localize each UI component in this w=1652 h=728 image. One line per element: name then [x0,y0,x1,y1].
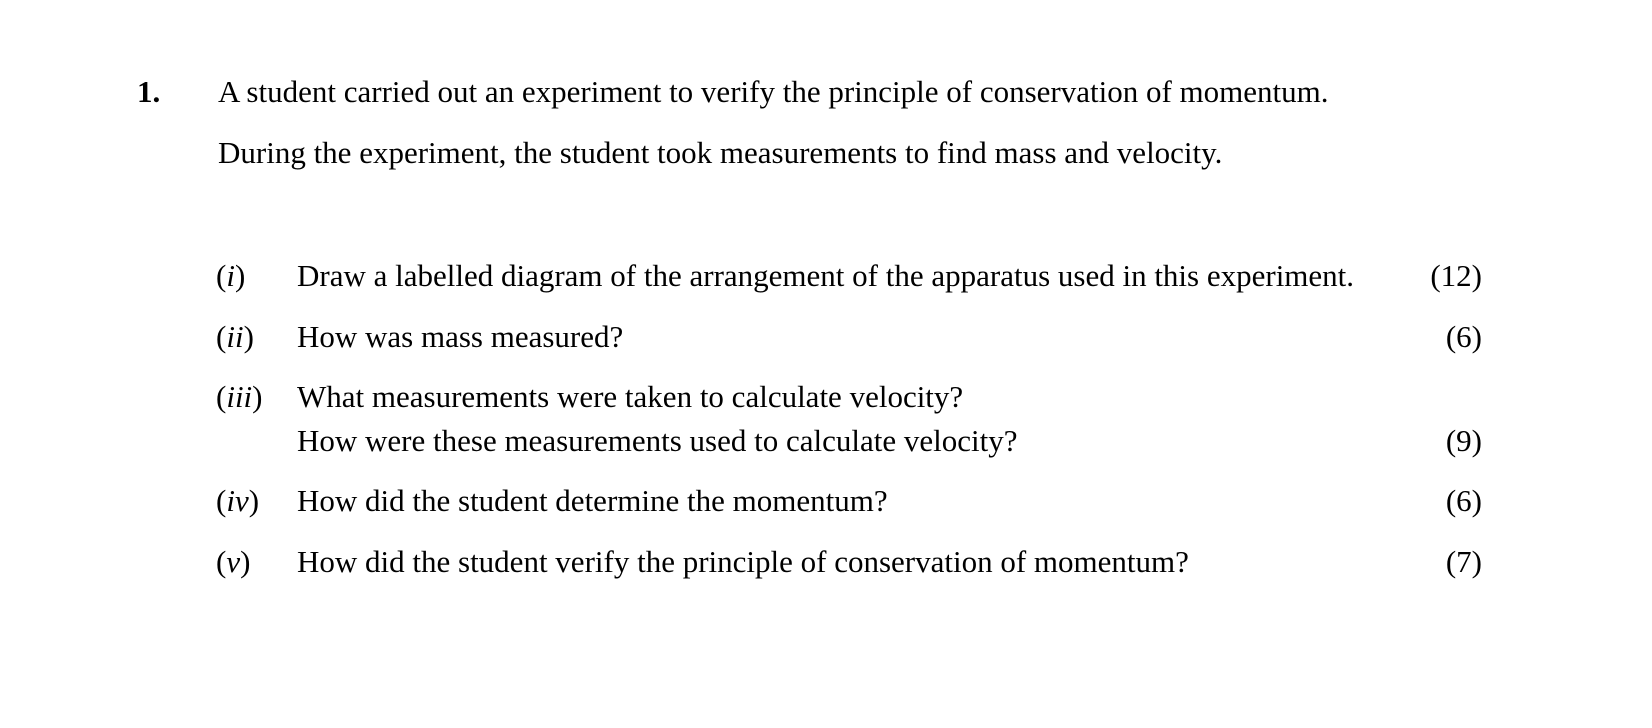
part-label: (iv) [216,483,260,518]
intro-line-2: During the experiment, the student took measurements to find mass and velocity. [218,135,1223,170]
part-text [297,256,1354,300]
part-text-line: How was mass measured? [297,319,624,354]
part-marks: (9) [1445,423,1482,458]
part-text-line: Draw a labelled diagram of the arrangement of the apparatus used in this experiment. [297,258,1355,293]
part-label: (v) [216,544,251,579]
part-marks: (6) [1445,483,1482,518]
part-label: (i) [216,258,246,293]
part-text [297,377,1017,465]
part-text-line: What measurements were taken to calculate velocity? [297,379,964,414]
part-marks: (7) [1445,544,1482,579]
question-number: 1. [137,74,161,109]
part-marks: (12) [1430,258,1482,293]
intro-line-1: A student carried out an experiment to verify the principle of conservation of momentum. [218,74,1329,109]
part-marks: (6) [1445,319,1482,354]
part-text [297,317,623,361]
part-text [297,481,888,525]
part-label: (ii) [216,319,254,354]
part-text-line: How were these measurements used to calculate velocity? [297,423,1018,458]
part-label: (iii) [216,379,263,414]
part-text [297,542,1189,586]
part-text-line: How did the student verify the principle of conservation of momentum? [297,544,1189,579]
part-text-line: How did the student determine the momentum? [297,483,888,518]
